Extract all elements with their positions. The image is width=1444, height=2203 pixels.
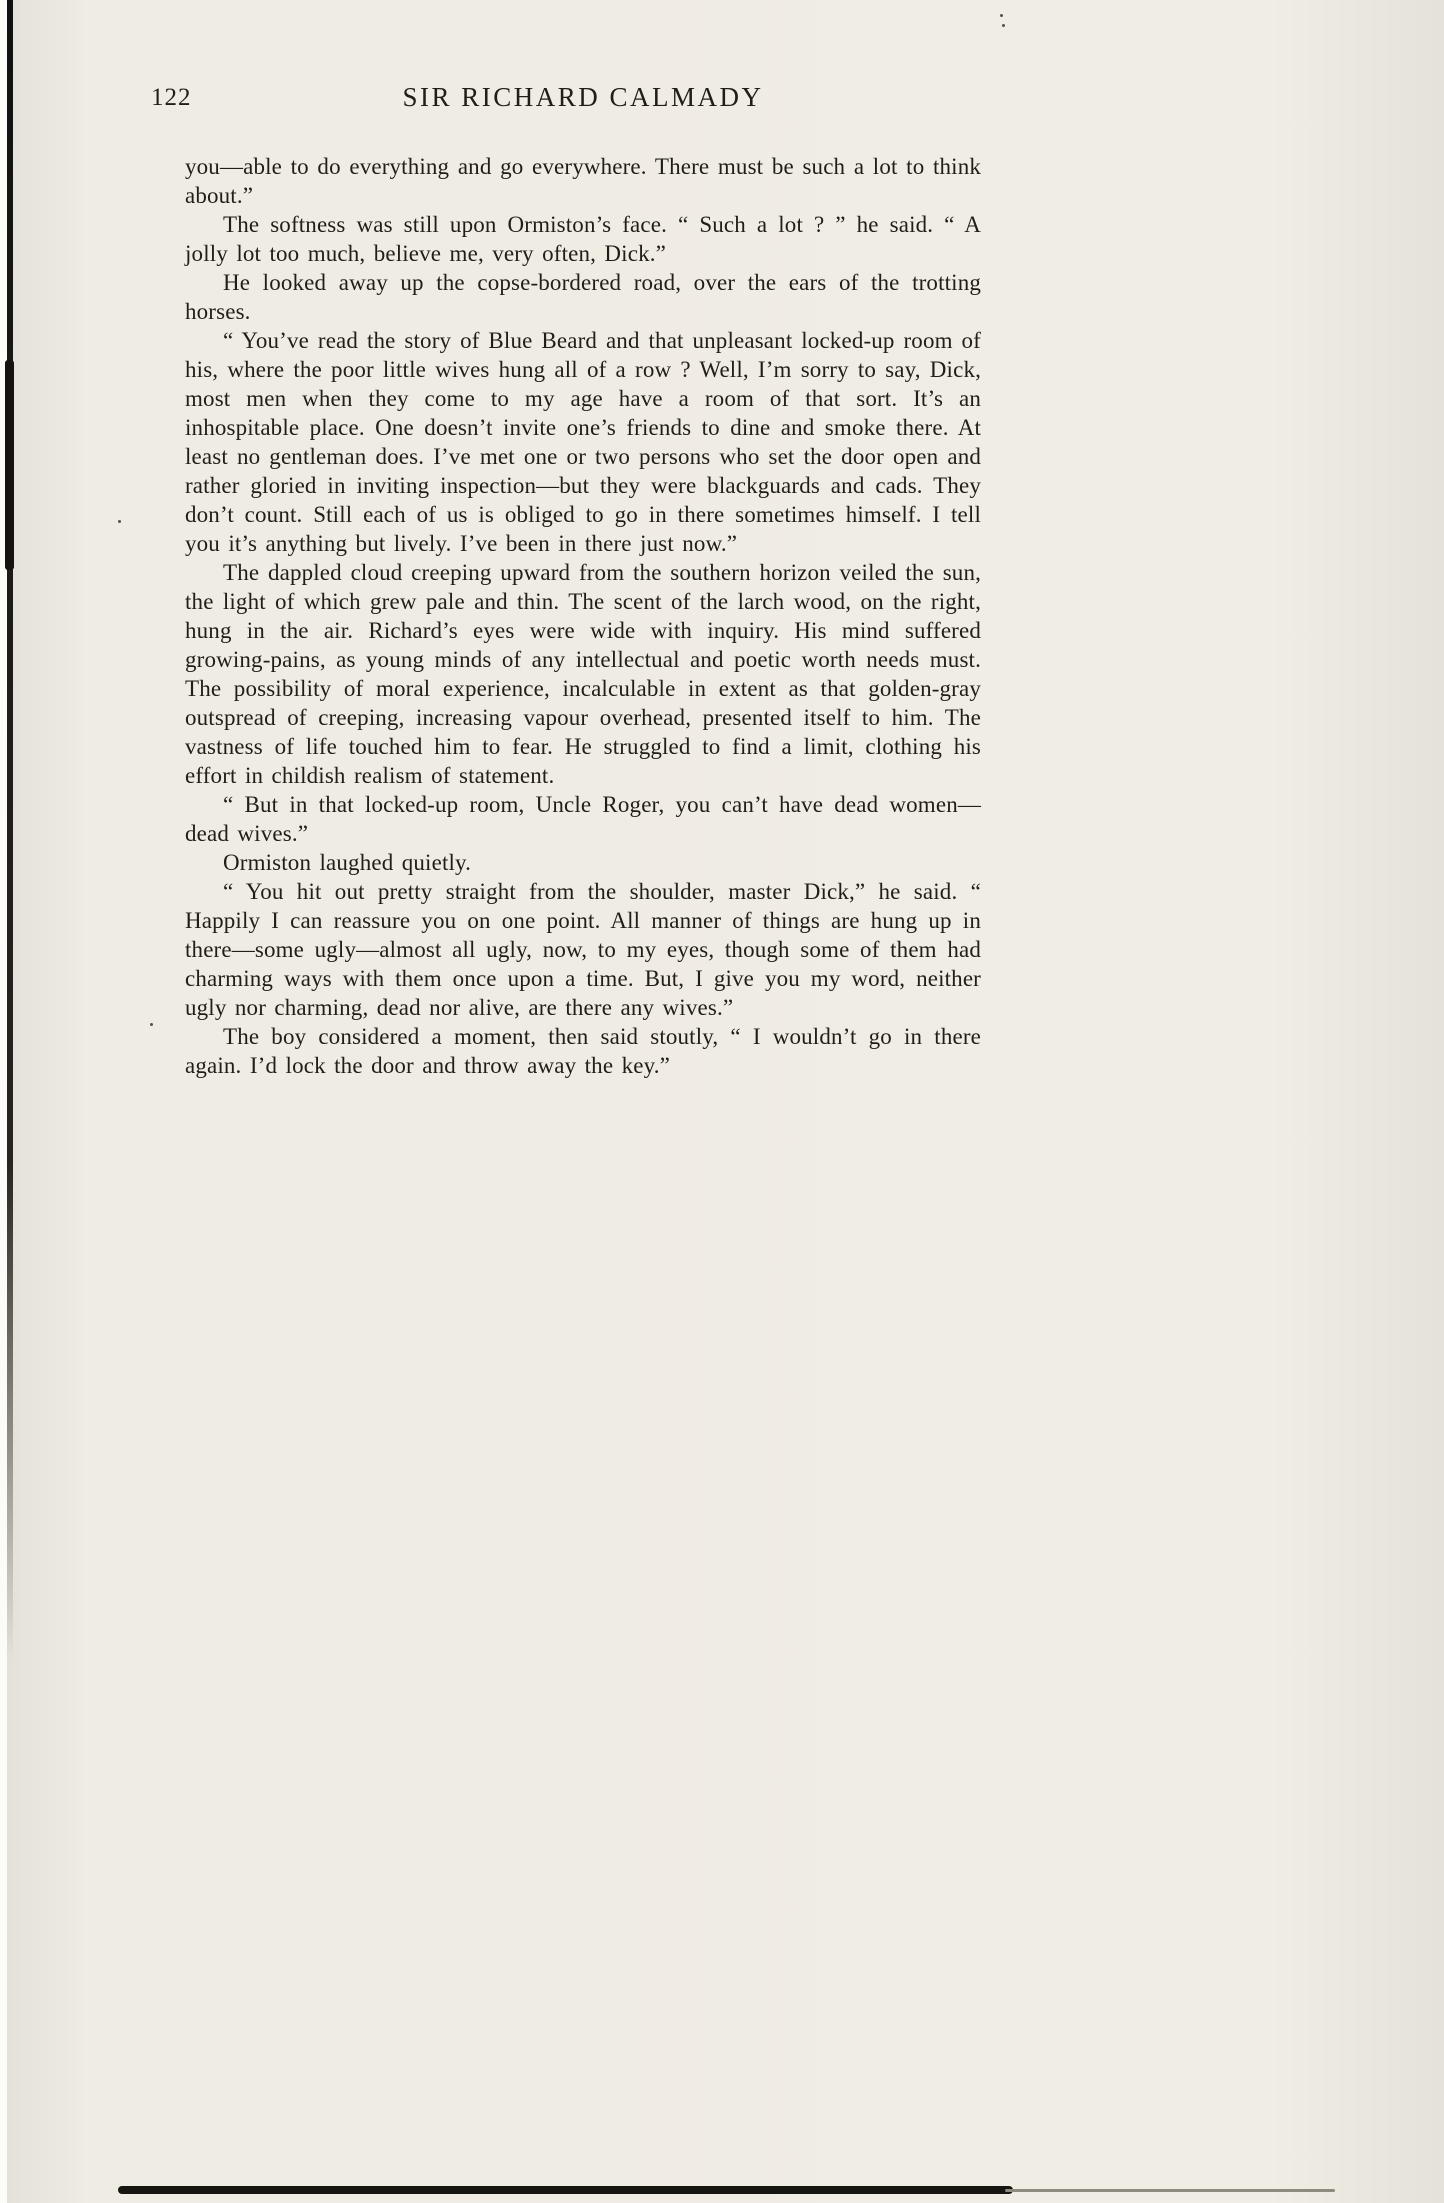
scan-binding-line-artifact: [7, 0, 13, 1660]
scan-speckle: [118, 520, 121, 523]
paragraph: “ But in that locked-up room, Uncle Roger, you can’t have dead women—dead wives.”: [185, 792, 981, 846]
scan-bottom-edge-faint-artifact: [1005, 2189, 1335, 2192]
scan-binding-thick-artifact: [5, 360, 14, 570]
paragraph: you—able to do everything and go everywhere. There must be such a lot to think about.”: [185, 154, 981, 208]
paragraph: “ You hit out pretty straight from the shoulder, master Dick,” he said. “ Happily I can reassure you on one point. All manner of things are hung up in there—some ugly—almost all ugly, now, to my eyes, though some of them had charming ways with them once upon a time. But, I give you my word, neither ugly nor charming, dead nor alive, are there any wives.”: [185, 879, 981, 1020]
scan-bottom-edge-artifact: [118, 2186, 1013, 2194]
page-number: 122: [151, 84, 192, 111]
running-header: [151, 82, 981, 116]
page-body-text: [185, 152, 981, 1080]
paragraph: He looked away up the copse-bordered road, over the ears of the trotting horses.: [185, 270, 981, 324]
scan-speckle: [1002, 24, 1005, 27]
page-content: [151, 82, 981, 1080]
paragraph: Ormiston laughed quietly.: [223, 850, 472, 875]
running-header-title: SIR RICHARD CALMADY: [402, 82, 764, 112]
paragraph: The boy considered a moment, then said stoutly, “ I wouldn’t go in there again. I’d lock the door and throw away the key.”: [185, 1024, 981, 1078]
scan-left-white-edge: [0, 0, 7, 2203]
scan-speckle: [150, 1023, 153, 1026]
paragraph: “ You’ve read the story of Blue Beard and that unpleasant locked-up room of his, where the poor little wives hung all of a row ? Well, I’m sorry to say, Dick, most men when they come to my age have a room of that sort. It’s an inhospitable place. One doesn’t invite one’s friends to dine and smoke there. At least no gentleman does. I’ve met one or two persons who set the door open and rather gloried in inviting inspection—but they were blackguards and cads. They don’t count. Still each of us is obliged to go in there sometimes himself. I tell you it’s anything but lively. I’ve been in there just now.”: [185, 328, 981, 556]
scan-speckle: [1000, 14, 1003, 17]
paragraph: The dappled cloud creeping upward from the southern horizon veiled the sun, the light of which grew pale and thin. The scent of the larch wood, on the right, hung in the air. Richard’s eyes were wide with inquiry. His mind suffered growing-pains, as young minds of any intellectual and poetic worth needs must. The possibility of moral experience, incalculable in extent as that golden-gray outspread of creeping, increasing vapour overhead, presented itself to him. The vastness of life touched him to fear. He struggled to find a limit, clothing his effort in childish realism of statement.: [185, 560, 981, 788]
paragraph: The softness was still upon Ormiston’s face. “ Such a lot ? ” he said. “ A jolly lot too much, believe me, very often, Dick.”: [185, 212, 981, 266]
